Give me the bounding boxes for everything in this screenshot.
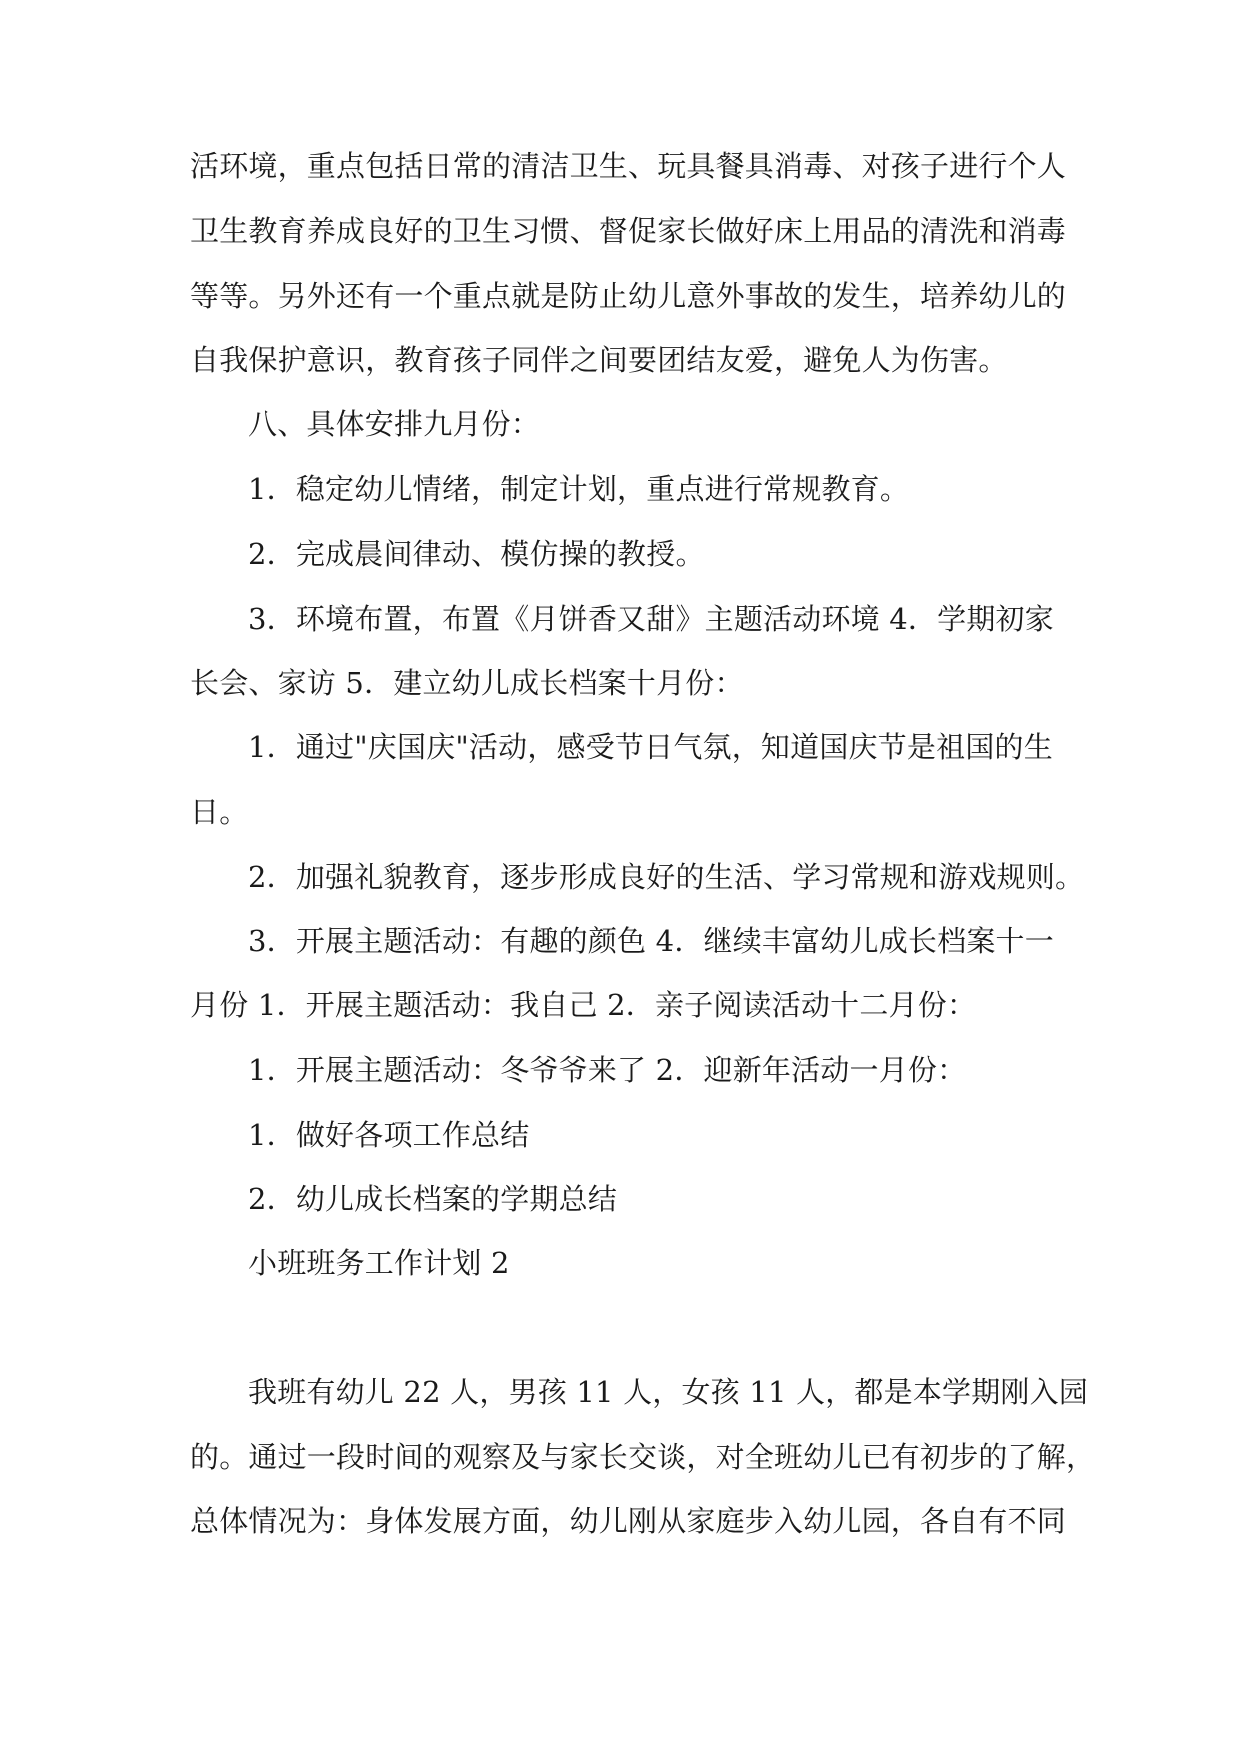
list-item-continuation: 日。: [190, 795, 249, 829]
list-item: 2．完成晨间律动、模仿操的教授。: [248, 537, 705, 571]
list-item: 1．开展主题活动：冬爷爷来了 2．迎新年活动一月份：: [248, 1053, 967, 1087]
list-item-continuation: 长会、家访 5．建立幼儿成长档案十月份：: [190, 666, 744, 700]
body-text-line: 的。通过一段时间的观察及与家长交谈，对全班幼儿已有初步的了解，: [190, 1440, 1096, 1474]
section-heading: 八、具体安排九月份：: [248, 407, 541, 441]
list-item: 2．加强礼貌教育，逐步形成良好的生活、学习常规和游戏规则。: [248, 860, 1085, 894]
list-item: 1．做好各项工作总结: [248, 1118, 530, 1152]
list-item: 3．环境布置，布置《月饼香又甜》主题活动环境 4．学期初家: [248, 602, 1054, 636]
body-text-line: 总体情况为：身体发展方面，幼儿刚从家庭步入幼儿园，各自有不同: [190, 1504, 1067, 1538]
body-text-line: 活环境，重点包括日常的清洁卫生、玩具餐具消毒、对孩子进行个人: [190, 149, 1067, 183]
document-title: 小班班务工作计划 2: [248, 1246, 510, 1280]
list-item: 1．通过"庆国庆"活动，感受节日气氛，知道国庆节是祖国的生: [248, 730, 1053, 764]
list-item-continuation: 月份 1．开展主题活动：我自己 2．亲子阅读活动十二月份：: [190, 988, 977, 1022]
body-text-line: 卫生教育养成良好的卫生习惯、督促家长做好床上用品的清洗和消毒: [190, 214, 1067, 248]
list-item: 2．幼儿成长档案的学期总结: [248, 1182, 618, 1216]
list-item: 1．稳定幼儿情绪，制定计划，重点进行常规教育。: [248, 472, 910, 506]
body-text-line: 等等。另外还有一个重点就是防止幼儿意外事故的发生，培养幼儿的: [190, 279, 1067, 313]
body-text-line: 自我保护意识，教育孩子同伴之间要团结友爱，避免人为伤害。: [190, 343, 1008, 377]
body-text-line: 我班有幼儿 22 人，男孩 11 人，女孩 11 人，都是本学期刚入园: [248, 1375, 1089, 1409]
list-item: 3．开展主题活动：有趣的颜色 4．继续丰富幼儿成长档案十一: [248, 924, 1054, 958]
